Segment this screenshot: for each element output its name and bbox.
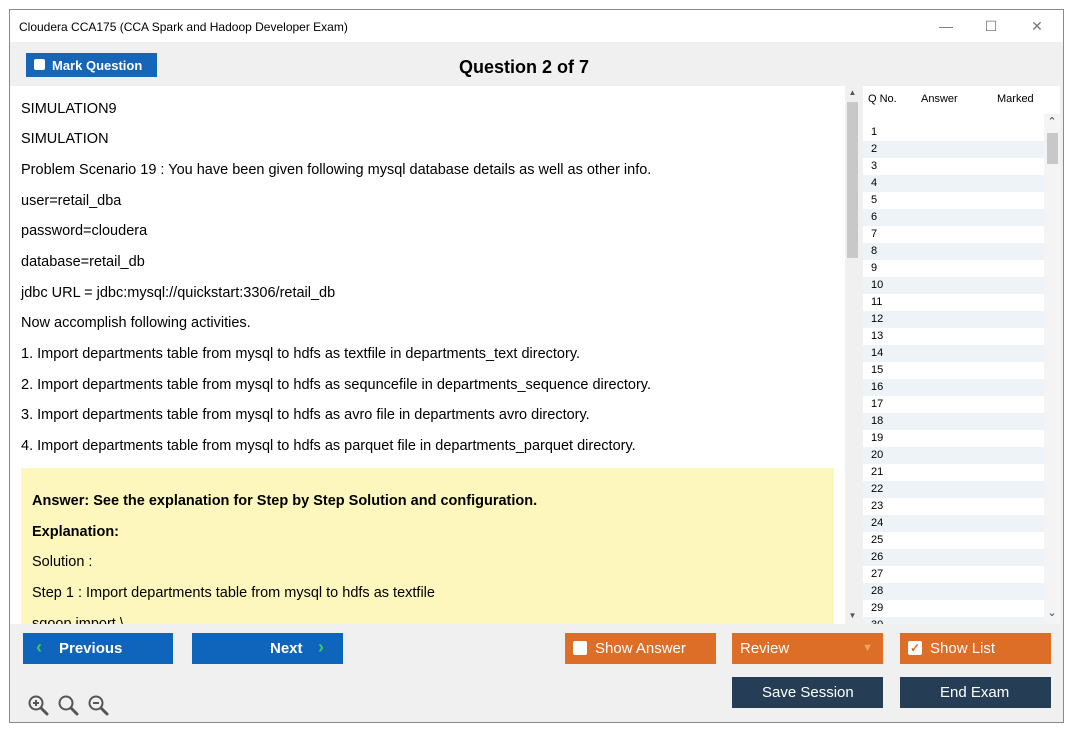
show-list-button[interactable] [900,633,1051,664]
question-list-row[interactable] [863,362,1044,379]
question-list-row[interactable] [863,413,1044,430]
question-list-row[interactable] [863,345,1044,362]
question-list-scrollbar[interactable] [1044,114,1060,624]
content-scrollbar[interactable] [845,86,860,624]
question-list-row[interactable] [863,158,1044,175]
question-list-header [863,86,1060,112]
question-line: Problem Scenario 19 : You have been given following mysql database details as well as other info. [21,162,652,178]
question-list-row[interactable] [863,447,1044,464]
question-number: 22 [871,483,884,495]
end-exam-button[interactable] [900,677,1051,708]
question-number: 26 [871,551,884,563]
question-list-row[interactable] [863,481,1044,498]
zoom-out-icon[interactable] [87,694,109,716]
question-line: Now accomplish following activities. [21,315,251,331]
question-list-row[interactable] [863,379,1044,396]
marked-column-header: Marked [997,93,1034,105]
question-list-row[interactable] [863,566,1044,583]
scroll-up-arrow-icon[interactable]: ▲ [848,88,857,97]
question-list-row[interactable] [863,226,1044,243]
title-bar [10,10,1063,42]
show-list-checkbox[interactable]: ✓ [909,641,921,655]
question-number: 10 [871,279,884,291]
question-list-row[interactable] [863,243,1044,260]
question-number: 28 [871,585,884,597]
maximize-button[interactable]: ☐ [984,18,998,34]
question-number: 9 [871,262,878,274]
question-number: 19 [871,432,884,444]
answer-column-header: Answer [921,93,958,105]
question-number: 24 [871,517,884,529]
next-button[interactable] [192,633,343,664]
question-list-row[interactable] [863,277,1044,294]
question-line: jdbc URL = jdbc:mysql://quickstart:3306/retail_db [21,285,336,301]
question-number: 20 [871,449,884,461]
question-list-row[interactable] [863,311,1044,328]
window-title: Cloudera CCA175 (CCA Spark and Hadoop Developer Exam) [19,20,348,34]
explanation-line: Step 1 : Import departments table from mysql to hdfs as textfile [32,585,435,601]
save-session-label: Save Session [762,684,854,701]
question-list-row[interactable] [863,549,1044,566]
question-number: 11 [871,296,883,308]
next-label: Next [270,640,303,657]
question-counter: Question 2 of 7 [459,57,590,77]
previous-label: Previous [59,640,123,657]
question-number: 17 [871,398,884,410]
save-session-button[interactable] [732,677,883,708]
content-scroll-thumb[interactable] [847,102,858,258]
question-line: password=cloudera [21,223,148,239]
dropdown-arrow-icon: ▼ [862,642,873,654]
question-list-row[interactable] [863,175,1044,192]
question-line: SIMULATION9 [21,101,117,117]
question-number: 13 [871,330,884,342]
show-answer-checkbox[interactable] [573,641,587,655]
question-number: 23 [871,500,884,512]
question-number: 8 [871,245,878,257]
question-list-row[interactable] [863,515,1044,532]
list-scroll-thumb[interactable] [1047,133,1058,164]
show-list-label: Show List [930,640,996,657]
question-number: 18 [871,415,884,427]
question-list-row[interactable] [863,124,1044,141]
question-content [10,86,845,624]
question-number: 14 [871,347,884,359]
scroll-down-arrow-icon[interactable]: ▼ [848,611,857,620]
show-answer-button[interactable] [565,633,716,664]
question-number: 12 [871,313,884,325]
mark-question-button[interactable] [26,53,157,77]
question-number: 7 [871,228,878,240]
bottom-toolbar [10,624,1063,722]
question-list-row[interactable] [863,498,1044,515]
list-scroll-up-icon[interactable]: ⌃ [1047,116,1057,128]
end-exam-label: End Exam [940,684,1010,701]
show-answer-label: Show Answer [595,640,686,657]
question-line: database=retail_db [21,254,145,270]
question-number: 1 [871,126,878,138]
question-list-row[interactable] [863,583,1044,600]
question-header [10,42,1063,86]
question-list-panel [863,86,1060,624]
question-number: 27 [871,568,884,580]
qno-column-header: Q No. [868,93,897,105]
question-line: 1. Import departments table from mysql to hdfs as textfile in departments_text directory. [21,346,581,362]
zoom-reset-icon[interactable] [57,694,79,716]
review-dropdown[interactable] [732,633,883,664]
question-list-row[interactable] [863,209,1044,226]
question-number: 3 [871,160,878,172]
question-list-row[interactable] [863,192,1044,209]
question-line: 3. Import departments table from mysql to hdfs as avro file in departments avro directory. [21,407,590,423]
question-number: 16 [871,381,884,393]
question-line: 4. Import departments table from mysql to hdfs as parquet file in departments_parquet directory. [21,438,636,454]
mark-question-checkbox[interactable] [34,59,45,70]
explanation-label: Explanation: [32,524,120,540]
question-number: 2 [871,143,878,155]
review-label: Review [740,640,790,657]
question-line: user=retail_dba [21,193,122,209]
chevron-right-icon: › [318,637,324,657]
answer-line: Answer: See the explanation for Step by Step Solution and configuration. [32,493,538,509]
mark-question-label: Mark Question [52,58,143,73]
question-number: 29 [871,602,884,614]
explanation-line: Solution : [32,554,93,570]
question-list-row[interactable] [863,532,1044,549]
list-scroll-down-icon[interactable]: ⌄ [1047,607,1057,619]
question-list-row[interactable] [863,396,1044,413]
question-list-row[interactable] [863,464,1044,481]
question-list-row[interactable] [863,294,1044,311]
question-number: 25 [871,534,884,546]
question-number: 6 [871,211,878,223]
question-number: 21 [871,466,884,478]
question-list-row[interactable] [863,600,1044,617]
question-line: 2. Import departments table from mysql to hdfs as sequncefile in departments_sequence directory. [21,377,651,393]
question-number: 15 [871,364,884,376]
minimize-button[interactable]: — [939,18,953,34]
close-button[interactable]: ✕ [1031,18,1043,34]
answer-panel [21,468,834,628]
question-number: 4 [871,177,878,189]
question-list-row[interactable] [863,328,1044,345]
previous-button[interactable] [23,633,173,664]
question-line: SIMULATION [21,131,109,147]
exam-window [9,9,1064,723]
zoom-in-icon[interactable] [27,694,49,716]
question-list-row[interactable] [863,430,1044,447]
question-list-row[interactable] [863,260,1044,277]
question-list-row[interactable] [863,141,1044,158]
question-number: 5 [871,194,878,206]
chevron-left-icon: ‹ [36,637,42,657]
